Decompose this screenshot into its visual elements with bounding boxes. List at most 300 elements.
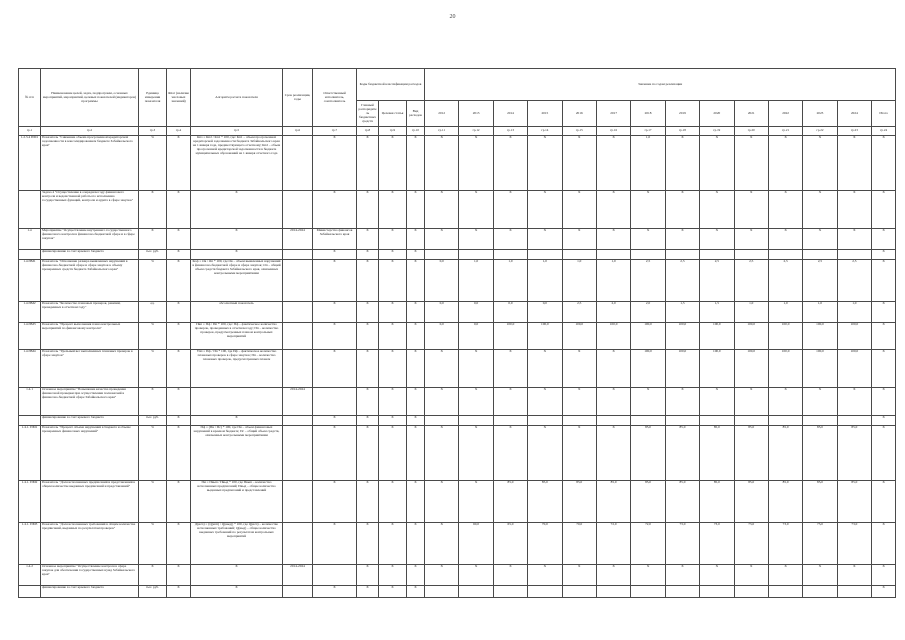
cell-y2015: 100,0 [528,322,562,349]
cell-y2018: Х [631,564,665,585]
page-number: 20 [449,14,456,20]
cell-y2019: 73,0 [665,522,699,564]
column-code: гр.8 [357,127,379,135]
cell-term [283,135,313,190]
cell-y2013 [459,249,493,259]
cell-total: Х [872,349,896,387]
cell-y2019 [665,415,699,425]
cell-vr: Х [407,135,425,190]
cell-y2016: Х [562,564,596,585]
cell-gr: Х [357,415,379,425]
column-code: гр.10 [407,127,425,135]
cell-y2021: 85,0 [734,480,768,522]
cell-exec: Х [313,135,357,190]
column-code: гр.17 [631,127,665,135]
cell-flag: Х [167,301,191,322]
cell-total: Х [872,425,896,480]
cell-total: Х [872,249,896,259]
cell-name: Показатель "Доля исполненных предписаний и представлений в общем количестве выданных предписаний и представлений" [41,480,139,522]
cell-y2022 [768,585,802,597]
column-header-gr: Главный распорядитель бюджетных средств [357,101,379,127]
cell-y2020: 1,5 [700,301,734,322]
cell-y2021 [734,415,768,425]
cell-y2016 [562,585,596,597]
cell-y2022: Х [768,564,802,585]
cell-y2019: Х [665,190,699,228]
cell-name: Показатель "Удельный вес выполненных плановых проверок в сфере закупок" [41,349,139,387]
cell-y2023: 85,0 [803,425,837,480]
cell-name: Показатель "Снижение объема просроченной кредиторской задолженности в консолидированном бюджете Забайкальского края" [41,135,139,190]
cell-y2013: Х [459,190,493,228]
cell-y2019: 1,5 [665,301,699,322]
cell-vr: Х [407,190,425,228]
cell-exec [313,564,357,585]
cell-y2014: Х [493,135,527,190]
cell-y2021: 100,0 [734,322,768,349]
cell-vr: Х [407,564,425,585]
cell-y2018 [631,415,665,425]
cell-cs: Х [379,415,407,425]
cell-y2015: Х [528,190,562,228]
column-header-exec: Ответственный исполнитель, соисполнитель [313,69,357,127]
cell-y2017: Х [596,425,630,480]
table-row [19,564,896,585]
cell-y2018: Х [631,387,665,415]
cell-gr: Х [357,322,379,349]
cell-y2020: 100,0 [700,322,734,349]
column-header-y2023: 2023 [803,101,837,127]
cell-y2017: 2,0 [596,301,630,322]
cell-term [283,585,313,597]
cell-unit: % [139,349,167,387]
cell-unit: Х [139,564,167,585]
cell-formula: Упп = Пф / Пп * 100, где Пф – фактическое количество плановых проверок в сфере закупок; Пп – количество плановых проверок, предусмотренных планом [191,349,283,387]
cell-y2023: Х [803,387,837,415]
cell-y2013: 60,0 [459,522,493,564]
cell-vr: Х [407,585,425,597]
cell-y2012: Х [425,480,459,522]
cell-gr: Х [357,135,379,190]
cell-y2021: 1,0 [734,301,768,322]
cell-y2024: 73,0 [837,522,871,564]
cell-vr: Х [407,349,425,387]
cell-y2014: Х [493,228,527,249]
cell-unit: тыс. руб. [139,249,167,259]
cell-y2016: Х [562,387,596,415]
cell-vr: Х [407,480,425,522]
cell-y2015 [528,415,562,425]
column-header-y2022: 2022 [768,101,802,127]
cell-y2022: Х [768,190,802,228]
cell-y2013: Х [459,480,493,522]
column-header-y2017: 2017 [596,101,630,127]
table-header [19,69,896,136]
cell-term [283,480,313,522]
cell-y2012 [425,249,459,259]
cell-no: 1.4 [19,228,41,249]
cell-formula: Х [191,249,283,259]
cell-exec: Х [313,522,357,564]
cell-y2017: Х [596,190,630,228]
cell-formula: Коф = Ов / Оп * 100, где Ов – объем выявленных нарушений в финансово-бюджетной сфере и сфере закупок; Оп – общий объем средств бюджета Забайкальского края, охваченных контрольными мероприятиями [191,259,283,301]
cell-vr: Х [407,228,425,249]
column-code: гр.21 [768,127,802,135]
cell-y2016: Х [562,349,596,387]
cell-y2021: Х [734,564,768,585]
cell-term: 2014-2024 [283,228,313,249]
column-header-cs: Целевая статья [379,101,407,127]
column-code: гр.3 [139,127,167,135]
cell-flag: Х [167,415,191,425]
cell-y2024: 100,0 [837,349,871,387]
cell-cs: Х [379,564,407,585]
column-header-y2012: 2012 [425,101,459,127]
cell-y2014: Х [493,190,527,228]
cell-y2012 [425,585,459,597]
cell-y2014: Х [493,387,527,415]
column-header-vr: Вид расходов [407,101,425,127]
cell-vr: Х [407,415,425,425]
column-code: гр.1 [19,127,41,135]
cell-no [19,585,41,597]
cell-cs: Х [379,249,407,259]
cell-y2023: 1,0 [803,301,837,322]
cell-y2015: 0,0 [528,301,562,322]
cell-y2014 [493,249,527,259]
cell-unit: тыс. руб. [139,585,167,597]
cell-vr: Х [407,301,425,322]
cell-y2023 [803,249,837,259]
cell-gr: Х [357,228,379,249]
cell-y2022 [768,415,802,425]
cell-y2013: 0,0 [459,301,493,322]
cell-no: 1.4.ПМ4 [19,349,41,387]
cell-y2020: 85,0 [700,480,734,522]
cell-y2014: Х [493,425,527,480]
cell-cs: Х [379,259,407,301]
cell-name: Показатель "Количество плановых проверок, ревизий, проведенных в отчетном году" [41,301,139,322]
cell-unit: % [139,480,167,522]
column-code: гр.7 [313,127,357,135]
cell-unit: % [139,425,167,480]
column-code: гр.11 [425,127,459,135]
cell-name: финансирование за счет краевого бюджета [41,585,139,597]
column-header-formula: Алгоритм расчета показателя [191,69,283,127]
cell-y2019: Х [665,135,699,190]
cell-y2018: 2,5 [631,259,665,301]
column-code: гр.24 [872,127,896,135]
cell-y2021: 85,0 [734,425,768,480]
cell-y2020: Х [700,228,734,249]
cell-exec: Х [313,301,357,322]
cell-y2016: 2,5 [562,301,596,322]
cell-name: Мероприятие "Осуществление внутреннего государственного финансового контроля в финансово-бюджетной сфере и в сфере закупок" [41,228,139,249]
cell-term [283,249,313,259]
cell-y2012: 0,0 [425,301,459,322]
cell-unit: % [139,259,167,301]
cell-cs: Х [379,522,407,564]
column-header-term: Срок реализации, годы [283,69,313,127]
cell-exec: Х [313,190,357,228]
cell-cs: Х [379,425,407,480]
cell-gr: Х [357,425,379,480]
cell-exec [313,387,357,415]
cell-formula: Х [191,228,283,249]
column-header-total: Итого [872,101,896,127]
cell-y2022: 85,0 [768,425,802,480]
cell-y2021: Х [734,387,768,415]
table-row [19,415,896,425]
cell-y2017 [596,415,630,425]
cell-y2023: Х [803,190,837,228]
cell-y2019: 85,0 [665,480,699,522]
cell-formula: Пи = Пвып / Пвыд * 100, где Пвып – количество исполненных предписаний; Пвыд – общее количество выданных предписаний и представлений [191,480,283,522]
column-code: гр.23 [837,127,871,135]
cell-name: Показатель "Процент объема нарушений в бюджете и объеме проверенных финансовых нарушений" [41,425,139,480]
cell-y2012: Х [425,387,459,415]
cell-y2017: 100,0 [596,322,630,349]
cell-y2022: Х [768,135,802,190]
cell-formula: Х [191,564,283,585]
cell-y2022: 2,5 [768,259,802,301]
column-code: гр.15 [562,127,596,135]
cell-y2012: 0,0 [425,259,459,301]
cell-term [283,301,313,322]
cell-y2012: Х [425,425,459,480]
cell-no: 1.4.ПМ1 [19,259,41,301]
cell-name: финансирование за счет краевого бюджета [41,415,139,425]
cell-y2014: 100,0 [493,322,527,349]
cell-y2020: Х [700,190,734,228]
cell-y2022: 85,0 [768,480,802,522]
cell-y2023: Х [803,135,837,190]
cell-y2019 [665,249,699,259]
cell-gr: Х [357,301,379,322]
cell-unit: % [139,322,167,349]
cell-y2016: 70,0 [562,522,596,564]
cell-y2021: 73,0 [734,522,768,564]
cell-y2016 [562,415,596,425]
cell-flag: Х [167,349,191,387]
column-header-y2021: 2021 [734,101,768,127]
cell-flag: Х [167,322,191,349]
cell-y2024: 2,5 [837,259,871,301]
cell-y2015: 85,0 [528,480,562,522]
cell-flag: Х [167,480,191,522]
cell-y2019 [665,585,699,597]
cell-y2016 [562,249,596,259]
cell-exec: Министерство финансов Забайкальского края [313,228,357,249]
cell-y2020 [700,415,734,425]
cell-y2024: Х [837,228,871,249]
cell-cs: Х [379,322,407,349]
cell-y2015: Х [528,387,562,415]
column-header-unit: Единица измерения показателя [139,69,167,127]
column-code: гр.2 [41,127,139,135]
column-header-y2018: 2018 [631,101,665,127]
cell-y2012: Х [425,228,459,249]
cell-total: Х [872,415,896,425]
cell-term: 2014-2024 [283,387,313,415]
cell-y2015: Х [528,228,562,249]
cell-no: 1.4.1. ПМ1 [19,425,41,480]
cell-no: 1.4.1 [19,387,41,415]
cell-exec: Х [313,480,357,522]
cell-y2023 [803,415,837,425]
cell-y2018 [631,585,665,597]
cell-y2020 [700,585,734,597]
cell-y2020: Х [700,387,734,415]
cell-y2018: 1,0 [631,135,665,190]
cell-no: 1.4.ПМ2 [19,301,41,322]
cell-y2015: Х [528,135,562,190]
cell-y2024 [837,415,871,425]
cell-y2014 [493,585,527,597]
cell-y2013 [459,585,493,597]
column-code: гр.9 [379,127,407,135]
cell-y2020: 85,0 [700,425,734,480]
cell-name: Основное мероприятие "Осуществление контроля в сфере закупок для обеспечения государственных нужд Забайкальского края" [41,564,139,585]
table-row [19,249,896,259]
cell-y2017: Х [596,228,630,249]
cell-y2013: Х [459,425,493,480]
cell-vr: Х [407,249,425,259]
cell-formula: Х [191,415,283,425]
cell-y2024 [837,249,871,259]
table-row [19,301,896,322]
cell-exec: Х [313,349,357,387]
cell-y2012: Х [425,349,459,387]
cell-term [283,322,313,349]
table-row [19,190,896,228]
cell-formula: Кпз = Кп2 / Кп1 * 100, где: Кп1 – объем просроченной кредиторской задолженности бюджета Забайкальского края на 1 января года, предшествующего отчетному; Кп2 – объем просроченной кредиторской задолженности в бюджете муниципальных образований на 1 января отчетного года [191,135,283,190]
cell-term: 2014-2024 [283,564,313,585]
cell-y2023 [803,585,837,597]
cell-total: Х [872,480,896,522]
table-row [19,322,896,349]
cell-term [283,425,313,480]
cell-y2024: Х [837,564,871,585]
cell-y2017: 1,0 [596,259,630,301]
cell-y2021: 100,0 [734,349,768,387]
cell-total: Х [872,585,896,597]
column-header-y2015: 2015 [528,101,562,127]
cell-formula: Х [191,585,283,597]
cell-y2023: Х [803,564,837,585]
cell-exec: Х [313,249,357,259]
cell-y2021: Х [734,228,768,249]
cell-y2023: 100,0 [803,322,837,349]
cell-y2020: Х [700,564,734,585]
cell-y2015: Х [528,425,562,480]
cell-y2017: Х [596,387,630,415]
column-code: гр.5 [191,127,283,135]
cell-y2024: 85,0 [837,425,871,480]
cell-formula [191,387,283,415]
cell-y2012: 0,0 [425,322,459,349]
cell-unit: Х [139,228,167,249]
cell-y2020: 73,0 [700,522,734,564]
cell-gr: Х [357,249,379,259]
table-row [19,585,896,597]
column-header-flag: Флаг (наличие числовых значений) [167,69,191,127]
table-body [19,135,896,597]
cell-y2012: Х [425,190,459,228]
cell-cs: Х [379,585,407,597]
cell-unit: % [139,135,167,190]
cell-y2018: 100,0 [631,349,665,387]
cell-y2024: Х [837,190,871,228]
cell-y2022: Х [768,387,802,415]
column-code: гр.14 [528,127,562,135]
cell-y2020: 2,5 [700,259,734,301]
cell-y2021 [734,249,768,259]
cell-formula: Д(исп) = (Q(исп) / Q(выд)) * 100, где Q(исп) – количество исполненных требований; Q(выд) – общее количество выданных требований по результатам контрольных мероприятий [191,522,283,564]
cell-y2014: 85,0 [493,480,527,522]
cell-total: Х [872,135,896,190]
cell-unit: Х [139,190,167,228]
cell-gr: Х [357,480,379,522]
cell-y2017: Х [596,564,630,585]
cell-term [283,349,313,387]
cell-y2014: 0,0 [493,301,527,322]
cell-y2022: Х [768,228,802,249]
cell-no: 1.2.3.4 ПМ1 [19,135,41,190]
cell-exec: Х [313,585,357,597]
cell-y2012: Х [425,564,459,585]
cell-y2012: Х [425,522,459,564]
cell-y2018: 85,0 [631,425,665,480]
cell-term [283,259,313,301]
cell-y2014: Х [493,564,527,585]
cell-y2022: 1,0 [768,301,802,322]
cell-gr: Х [357,585,379,597]
cell-y2017 [596,249,630,259]
cell-y2019: Х [665,387,699,415]
cell-gr: Х [357,259,379,301]
cell-vr: Х [407,522,425,564]
table-row [19,425,896,480]
cell-y2024: Х [837,135,871,190]
cell-y2021: Х [734,190,768,228]
cell-y2020: 100,0 [700,349,734,387]
column-code: гр.22 [803,127,837,135]
group-header-budget: Коды бюджетной классификации расходов [357,69,425,101]
cell-y2012 [425,415,459,425]
table-row [19,349,896,387]
cell-y2018 [631,249,665,259]
cell-total: Х [872,190,896,228]
cell-cs: Х [379,301,407,322]
cell-y2021 [734,585,768,597]
cell-flag: Х [167,135,191,190]
cell-cs: Х [379,480,407,522]
cell-flag: Х [167,259,191,301]
cell-term [283,522,313,564]
column-header-y2016: 2016 [562,101,596,127]
cell-y2017: Х [596,135,630,190]
cell-exec: Х [313,322,357,349]
cell-y2019: Х [665,228,699,249]
cell-y2020: Х [700,135,734,190]
cell-y2015: Х [528,349,562,387]
cell-vr: Х [407,259,425,301]
cell-unit: % [139,522,167,564]
cell-unit: Х [139,387,167,415]
cell-flag: Х [167,522,191,564]
cell-y2016: 1,0 [562,259,596,301]
table-row [19,387,896,415]
